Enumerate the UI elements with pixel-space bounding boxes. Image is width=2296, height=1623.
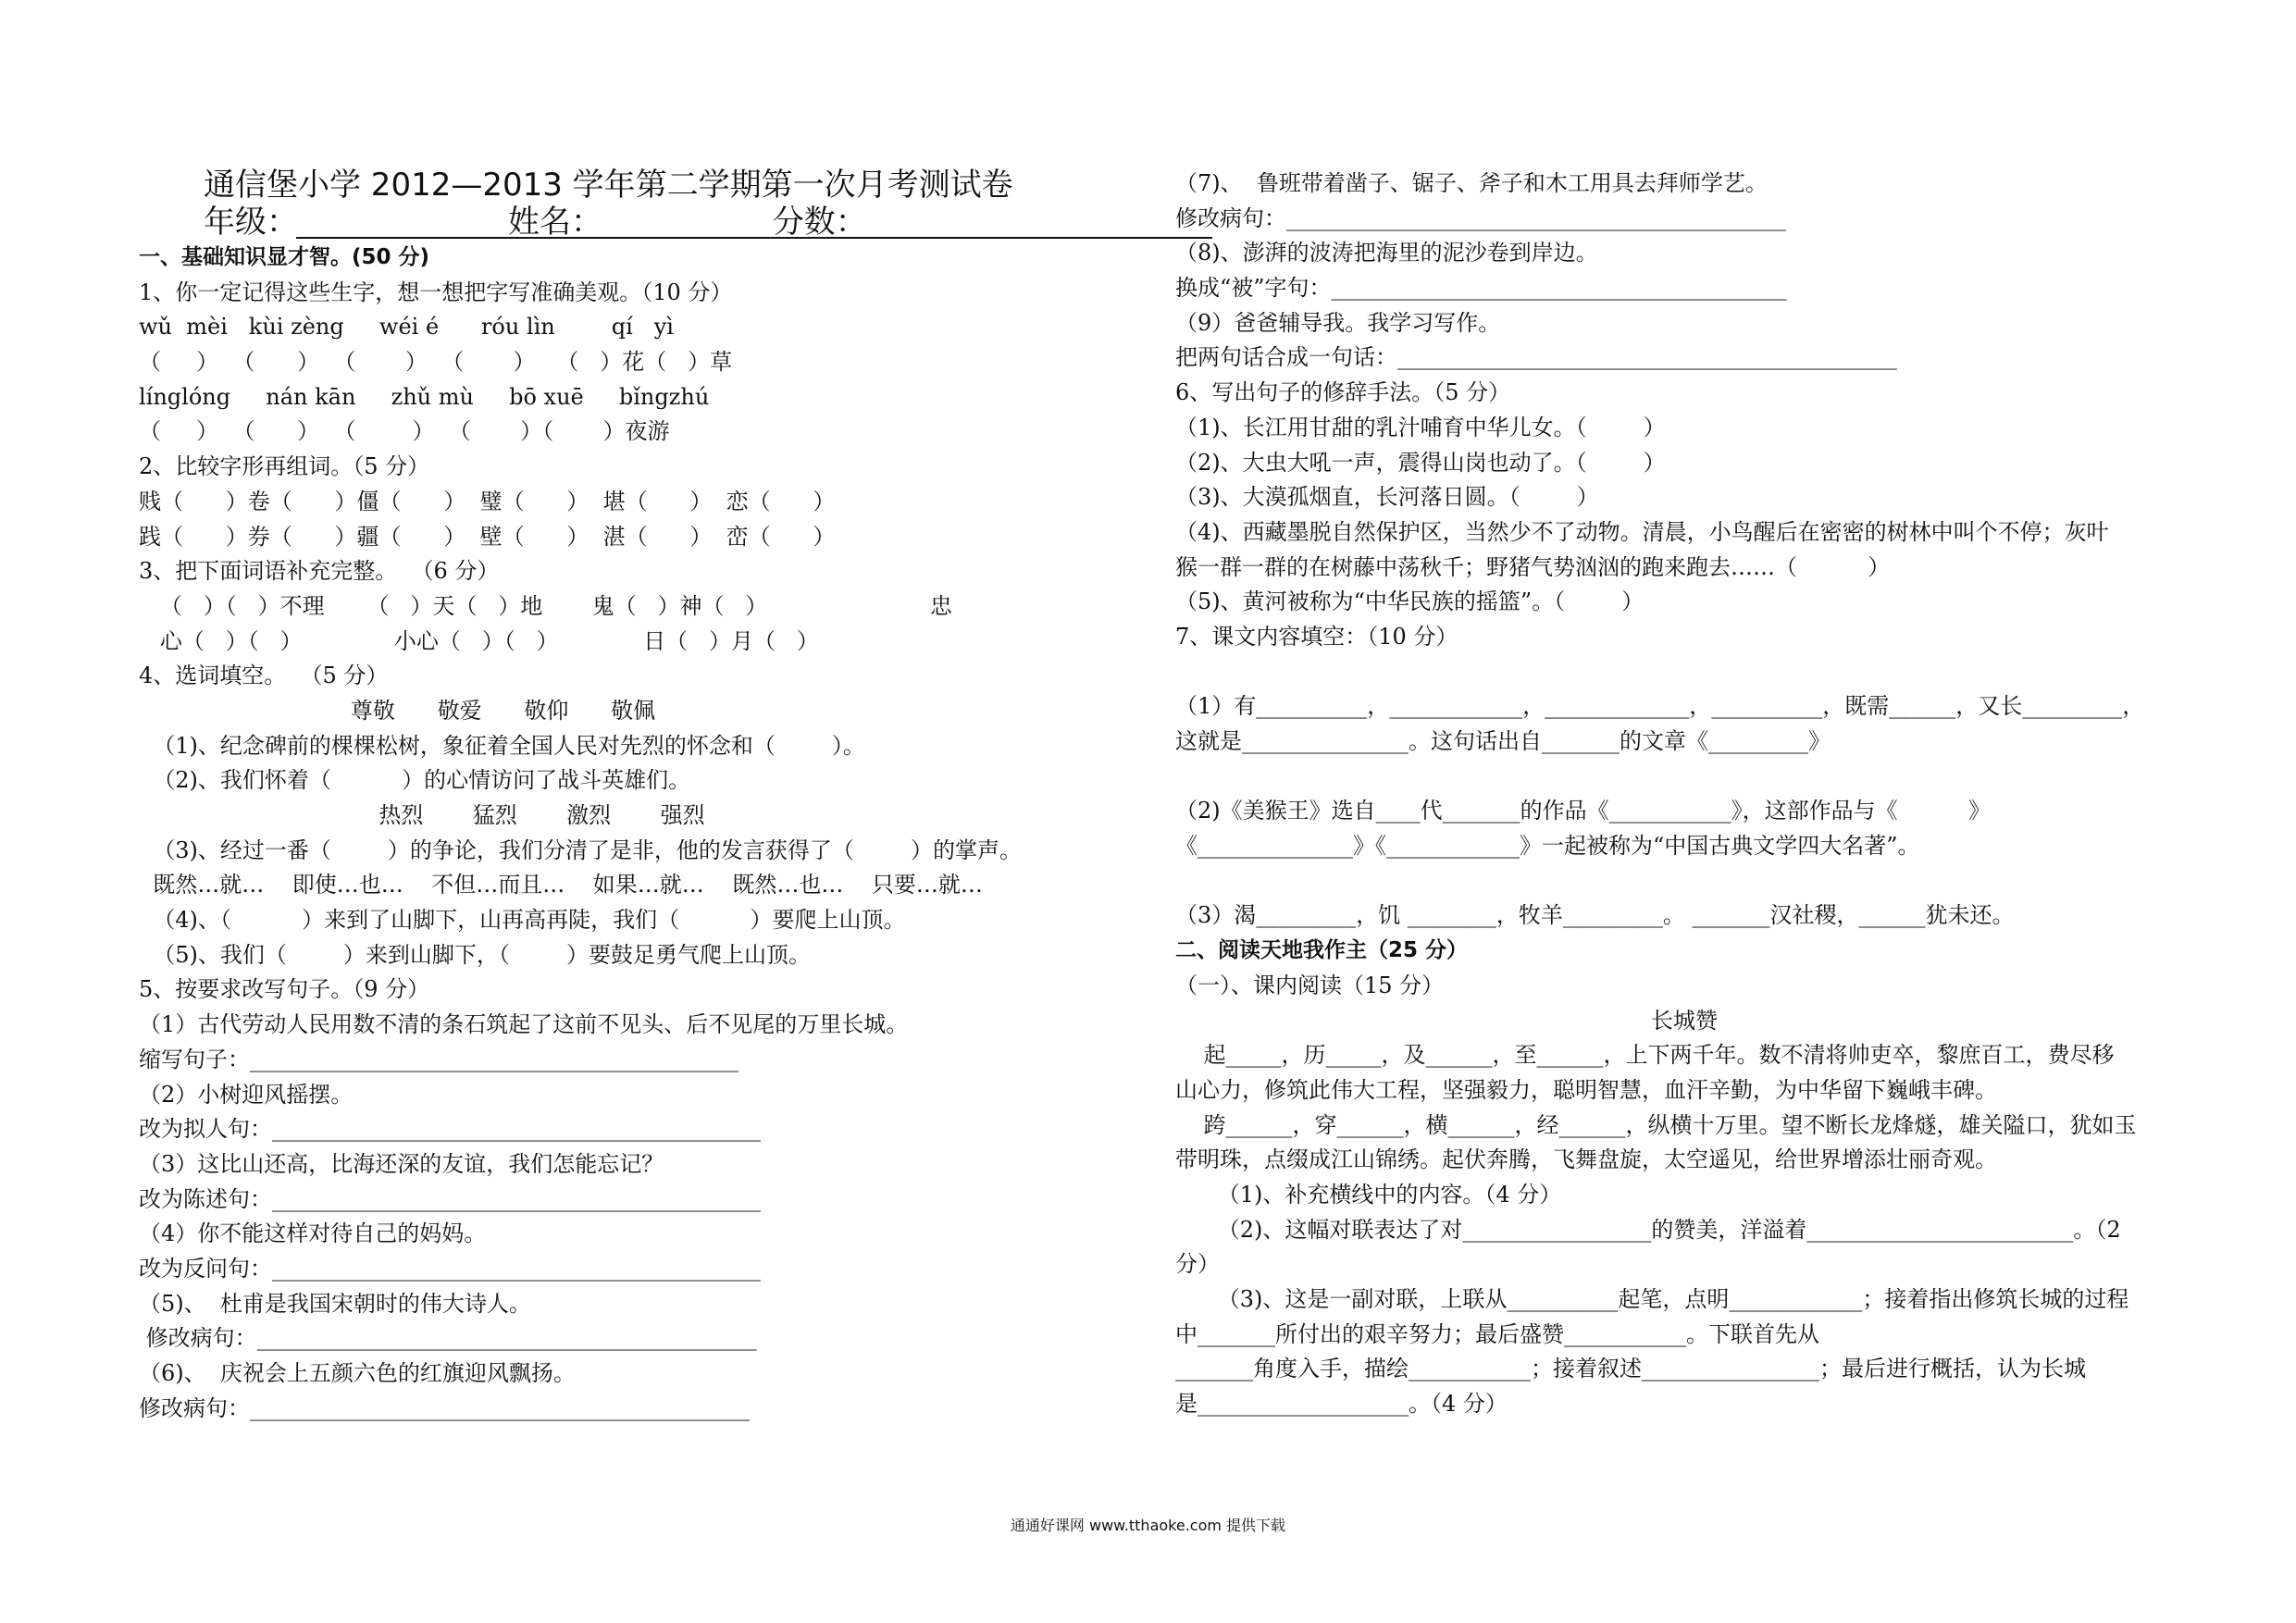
question-line: （2)、这幅对联表达了对_________________的赞美，洋溢着________________________。（2: [1175, 1216, 2121, 1243]
answer-line: 心（ ）（ ） 小心（ ）（ ） 日（ ）月（ ）: [139, 627, 819, 654]
question-line: _______角度入手，描绘___________；接着叙述________________；最后进行概括，认为长城: [1175, 1356, 2086, 1382]
blank-line: [1175, 655, 2193, 690]
question-line: （6)、 庆祝会上五颜六色的红旗迎风飘扬。: [139, 1360, 576, 1386]
question-line: 中_______所付出的艰辛努力；最后盛赞___________。下联首先从: [1175, 1320, 1819, 1347]
word-choices: 热烈 猛烈 激烈 强烈: [139, 802, 705, 828]
answer-line: （ ） （ ） （ ） （ ） （ ）花（ ）草: [139, 349, 733, 376]
answer-line: 修改病句：_____________________________________________: [1175, 204, 1786, 231]
answer-line: 修改病句：_____________________________________________: [139, 1325, 757, 1352]
fill-in-line: 这就是_______________。这句话出自_______的文章《_________》: [1175, 728, 1831, 754]
question-line: （4)、西藏墨脱自然保护区，当然少不了动物。清晨，小鸟醒后在密密的树林中叫个不停；灰叶: [1175, 518, 2109, 545]
question-line: （4)、（ ）来到了山脚下，山再高再陡，我们（ ）要爬上山顶。: [139, 907, 906, 934]
question-line: （2）小树迎风摇摆。: [139, 1081, 354, 1108]
passage-title: 长城赞: [1651, 1007, 1718, 1034]
question-line: （5)、 杜甫是我国宋朝时的伟大诗人。: [139, 1290, 531, 1317]
passage-line: 山心力，修筑此伟大工程，坚强毅力，聪明智慧，血汗辛勤，为中华留下巍峨丰碑。: [1175, 1076, 1997, 1103]
passage-line: 起_____，历_____，及______，至______，上下两千年。数不清将帅吏卒，黎庶百工，费尽移: [1175, 1042, 2115, 1069]
fill-in-line: 《______________》《____________》一起被称为“中国古典文学四大名著”。: [1175, 833, 1920, 860]
question-line: 6、写出句子的修辞手法。（5 分）: [1175, 379, 1511, 406]
answer-line: （ ）（ ）不理 （ ）天（ ）地 鬼（ ）神（ ） 忠: [139, 592, 952, 619]
section-heading: 一、基础知识显才智。(50 分): [139, 245, 430, 269]
question-line: （2)、大虫大吼一声，震得山岗也动了。（ ）: [1175, 449, 1666, 476]
answer-line: 改为反问句：____________________________________________: [139, 1255, 761, 1282]
blank-line: [1175, 864, 2193, 899]
answer-line: 修改病句：_____________________________________________: [139, 1394, 750, 1421]
answer-line: 把两句话合成一句话：_____________________________________________: [1175, 344, 1897, 371]
right-column: [1175, 167, 2193, 1422]
question-line: 2、比较字形再组词。（5 分）: [139, 453, 430, 480]
question-line: （7)、 鲁班带着凿子、锯子、斧子和木工用具去拜师学艺。: [1175, 170, 1768, 196]
question-line: （5)、黄河被称为“中华民族的摇篮”。（ ）: [1175, 588, 1644, 615]
question-line: （2)、我们怀着（ ）的心情访问了战斗英雄们。: [139, 767, 691, 794]
question-line: 7、课文内容填空：（10 分）: [1175, 623, 1458, 650]
section-heading: 二、阅读天地我作主（25 分）: [1175, 938, 1469, 963]
answer-line: 践（ ）券（ ）疆（ ） 壁（ ） 湛（ ） 峦（ ）: [139, 523, 836, 550]
answer-line: 换成“被”字句：_________________________________________: [1175, 275, 1787, 302]
question-line: 4、选词填空。 （5 分）: [139, 663, 389, 689]
passage-line: 跨______，穿______，横______，经______，纵横十万里。望不断长龙烽燧，雄关隘口，犹如玉: [1175, 1111, 2137, 1138]
answer-line: 缩写句子：____________________________________________: [139, 1046, 738, 1072]
student-info-line: 年级： 姓名： 分数：: [139, 204, 1138, 241]
question-line: （1)、补充横线中的内容。（4 分）: [1175, 1181, 1562, 1208]
pinyin-line: línglóng nán kān zhǔ mù bō xuē bǐngzhú: [139, 383, 710, 410]
question-line: 猴一群一群的在树藤中荡秋千；野猪气势汹汹的跑来跑去……（ ）: [1175, 553, 1891, 580]
question-line: （3）这比山还高，比海还深的友谊，我们怎能忘记？: [139, 1150, 664, 1177]
info-underline: [296, 237, 1212, 239]
word-choices: 尊敬 敬爱 敬仰 敬佩: [139, 697, 656, 724]
passage-line: 带明珠，点缀成江山锦绣。起伏奔腾，飞舞盘旋，太空遥见，给世界增添壮丽奇观。: [1175, 1146, 1997, 1173]
question-line: 是___________________。（4 分）: [1175, 1391, 1508, 1418]
answer-line: 改为拟人句：____________________________________________: [139, 1116, 761, 1143]
pinyin-line: wǔ mèi kùi zèng wéi é róu lìn qí yì: [139, 314, 674, 341]
question-line: （3)、这是一副对联，上联从__________起笔，点明____________；接着指出修筑长城的过程: [1175, 1286, 2129, 1312]
question-line: 3、把下面词语补充完整。 （6 分）: [139, 558, 500, 585]
question-line: （8)、澎湃的波涛把海里的泥沙卷到岸边。: [1175, 240, 1598, 266]
question-line: （5)、我们（ ）来到山脚下，（ ）要鼓足勇气爬上山顶。: [139, 941, 811, 968]
question-line: 分）: [1175, 1251, 1220, 1278]
fill-in-line: （2)《美猴王》选自____代_______的作品《___________》，这部作品与《 》: [1175, 798, 1991, 824]
left-column: [139, 167, 1138, 1426]
question-line: 1、你一定记得这些生字，想一想把字写准确美观。（10 分）: [139, 279, 733, 305]
question-line: （9）爸爸辅导我。我学习写作。: [1175, 309, 1501, 336]
blank-line: [1175, 760, 2193, 795]
question-line: （3)、经过一番（ ）的争论，我们分清了是非，他的发言获得了（ ）的掌声。: [139, 836, 1022, 863]
question-line: （1)、长江用甘甜的乳汁哺育中华儿女。（ ）: [1175, 414, 1666, 440]
answer-line: 贱（ ）卷（ ）僵（ ） 璧（ ） 堪（ ） 恋（ ）: [139, 488, 836, 514]
question-line: （1)、纪念碑前的棵棵松树，象征着全国人民对先烈的怀念和（ ）。: [139, 732, 865, 759]
question-line: （3)、大漠孤烟直，长河落日圆。（ ）: [1175, 484, 1599, 511]
page-footer: 通通好课网 www.tthaoke.com 提供下载: [1010, 1517, 1286, 1534]
word-choices: 既然…就… 即使…也… 不但…而且… 如果…就… 既然…也… 只要…就…: [139, 872, 983, 898]
exam-title: 通信堡小学 2012—2013 学年第二学期第一次月考测试卷: [204, 167, 1013, 204]
question-line: （1）古代劳动人民用数不清的条石筑起了这前不见头、后不见尾的万里长城。: [139, 1011, 909, 1038]
answer-line: （ ） （ ） （ ） （ ）（ ）夜游: [139, 418, 670, 445]
fill-in-line: （3）渴_________，饥 ________，牧羊_________。 _______汉社稷，______犹未还。: [1175, 902, 2015, 929]
question-line: 5、按要求改写句子。（9 分）: [139, 976, 430, 1003]
fill-in-line: （1）有__________，____________，_____________，__________，既需______，又长_________，: [1175, 693, 2145, 720]
subsection-heading: （一）、课内阅读（15 分）: [1175, 972, 1445, 998]
question-line: （4）你不能这样对待自己的妈妈。: [139, 1220, 487, 1247]
answer-line: 改为陈述句：____________________________________________: [139, 1185, 761, 1212]
